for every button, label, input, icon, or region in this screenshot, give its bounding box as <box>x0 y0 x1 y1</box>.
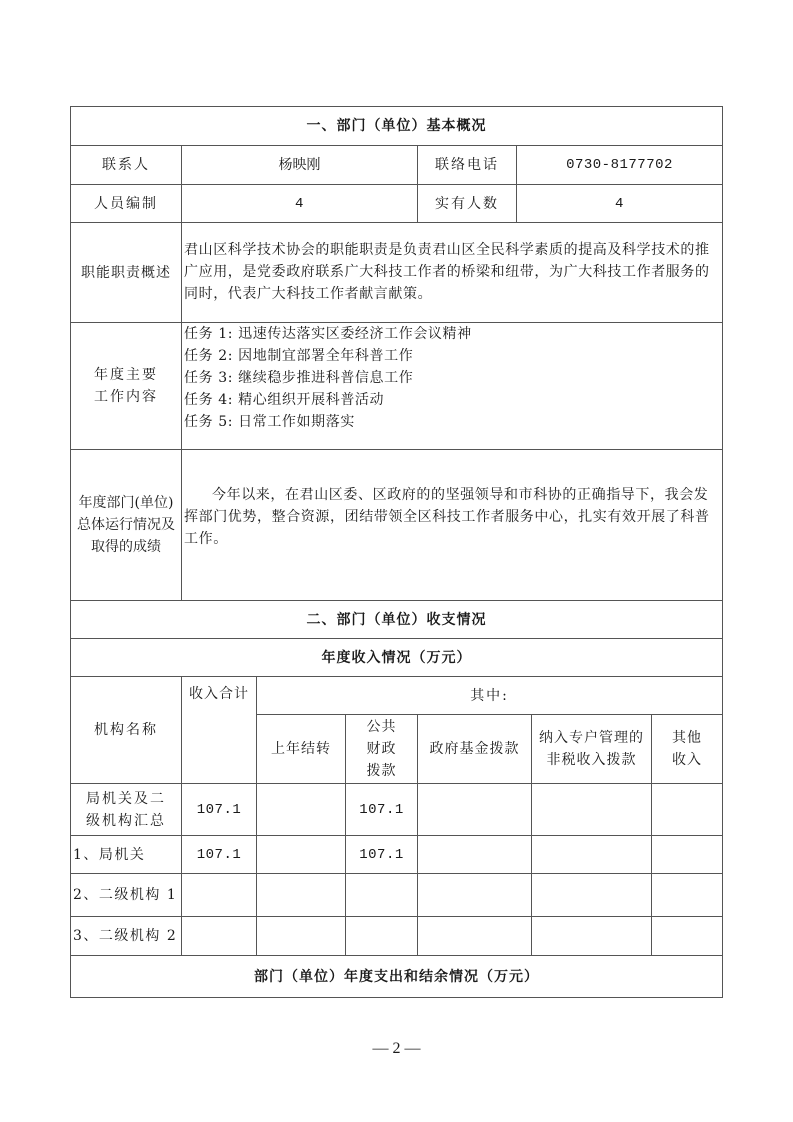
row-total <box>182 917 257 956</box>
actual-staff-label: 实有人数 <box>418 185 517 223</box>
basic-info-table <box>70 106 723 601</box>
row-public-finance: 107.1 <box>346 784 418 836</box>
row-non-tax <box>532 874 652 917</box>
phone-value: 0730-8177702 <box>517 146 723 185</box>
row-total: 107.1 <box>182 836 257 874</box>
row-other <box>652 874 723 917</box>
header-carryover: 上年结转 <box>257 715 346 784</box>
row-gov-fund <box>418 874 532 917</box>
section1-title: 一、部门（单位）基本概况 <box>71 107 723 146</box>
row-non-tax <box>532 917 652 956</box>
section2-title: 二、部门（单位）收支情况 <box>71 601 723 639</box>
header-gov-fund: 政府基金拨款 <box>418 715 532 784</box>
task-item: 任务 5: 日常工作如期落实 <box>184 414 355 430</box>
row-name: 2、二级机构 1 <box>71 874 182 917</box>
achievement-label: 年度部门(单位)总体运行情况及取得的成绩 <box>71 450 182 601</box>
row-non-tax <box>532 836 652 874</box>
header-public-finance: 公共财政拨款 <box>346 715 418 784</box>
page-number: — 2 — <box>372 1040 421 1057</box>
row-other <box>652 836 723 874</box>
table-row <box>71 784 723 836</box>
header-non-tax: 纳入专户管理的非税收入拨款 <box>532 715 652 784</box>
row-total <box>182 874 257 917</box>
row-name: 3、二级机构 2 <box>71 917 182 956</box>
staff-quota-label: 人员编制 <box>71 185 182 223</box>
header-other: 其他收入 <box>652 715 723 784</box>
row-public-finance <box>346 917 418 956</box>
staff-quota-value: 4 <box>182 185 418 223</box>
row-other <box>652 917 723 956</box>
row-carryover <box>257 784 346 836</box>
row-gov-fund <box>418 917 532 956</box>
task-item: 任务 2: 因地制宜部署全年科普工作 <box>184 348 414 364</box>
task-item: 任务 1: 迅速传达落实区委经济工作会议精神 <box>184 326 472 342</box>
tasks-list <box>182 323 723 450</box>
table-row <box>71 836 723 874</box>
row-other <box>652 784 723 836</box>
table-row <box>71 917 723 956</box>
duty-label: 职能职责概述 <box>71 223 182 323</box>
contact-value: 杨映刚 <box>182 146 418 185</box>
tasks-label <box>71 323 182 450</box>
row-carryover <box>257 836 346 874</box>
row-public-finance <box>346 874 418 917</box>
expense-title: 部门（单位）年度支出和结余情况（万元） <box>71 956 723 998</box>
income-title: 年度收入情况（万元） <box>71 639 723 677</box>
actual-staff-value: 4 <box>517 185 723 223</box>
row-total: 107.1 <box>182 784 257 836</box>
contact-label: 联系人 <box>71 146 182 185</box>
row-gov-fund <box>418 836 532 874</box>
row-carryover <box>257 874 346 917</box>
tasks-label-line2: 工作内容 <box>94 389 158 405</box>
table-row <box>71 874 723 917</box>
header-org-name: 机构名称 <box>71 677 182 784</box>
row-name: 局机关及二级机构汇总 <box>71 784 182 836</box>
income-table <box>70 600 723 998</box>
row-name: 1、局机关 <box>71 836 182 874</box>
tasks-label-line1: 年度主要 <box>94 367 158 383</box>
header-total: 收入合计 <box>182 677 257 784</box>
row-public-finance: 107.1 <box>346 836 418 874</box>
duty-text: 君山区科学技术协会的职能职责是负责君山区全民科学素质的提高及科学技术的推广应用，是党委政府联系广大科技工作者的桥梁和纽带，为广大科技工作者服务的同时，代表广大科技工作者献言献策。 <box>182 223 723 323</box>
task-item: 任务 3: 继续稳步推进科普信息工作 <box>184 370 414 386</box>
phone-label: 联络电话 <box>418 146 517 185</box>
header-of-which: 其中: <box>257 677 723 715</box>
row-gov-fund <box>418 784 532 836</box>
task-item: 任务 4: 精心组织开展科普活动 <box>184 392 385 408</box>
row-non-tax <box>532 784 652 836</box>
row-carryover <box>257 917 346 956</box>
achievement-text: 今年以来，在君山区委、区政府的的坚强领导和市科协的正确指导下，我会发挥部门优势，整合资源，团结带领全区科技工作者服务中心，扎实有效开展了科普工作。 <box>182 450 723 601</box>
